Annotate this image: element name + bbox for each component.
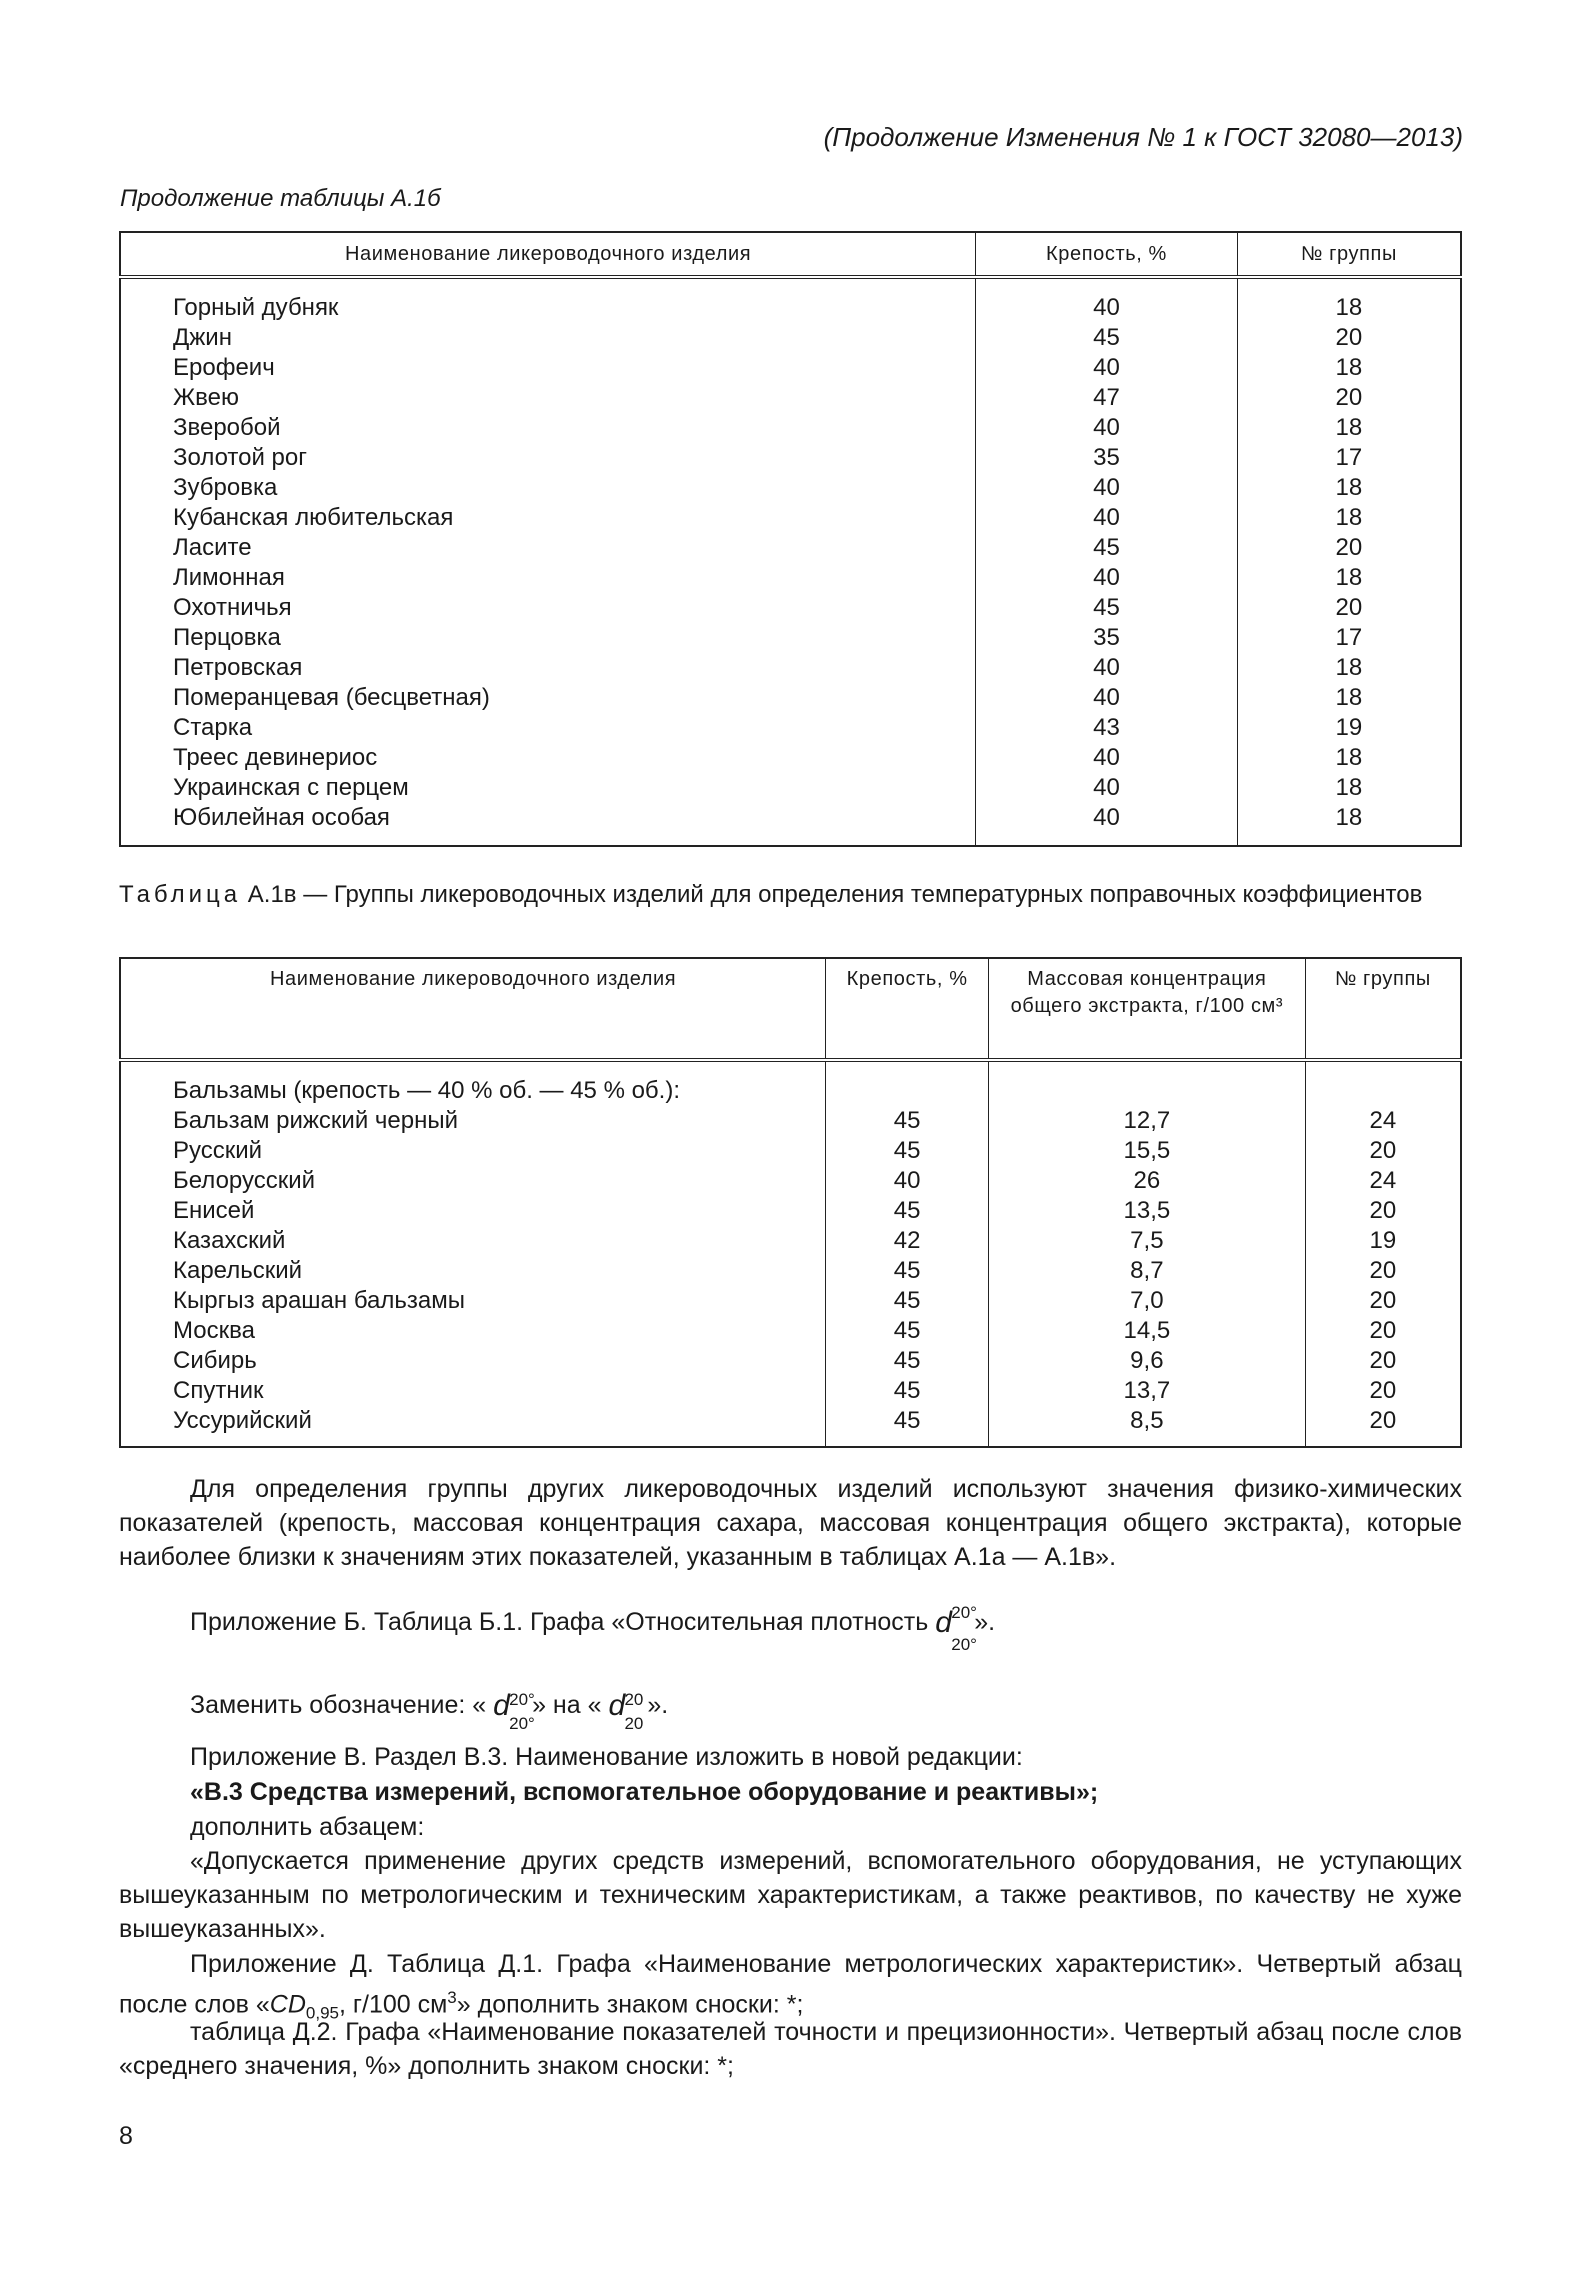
table-row: [120, 533, 1461, 563]
cell-value: 40: [976, 683, 1238, 713]
cell-name: Треес девинериос: [120, 743, 976, 773]
cell-name: Енисей: [120, 1196, 826, 1226]
table-row: [120, 803, 1461, 846]
column-header: Крепость, %: [826, 958, 989, 1060]
cell-name: Ерофеич: [120, 353, 976, 383]
column-header: Крепость, %: [976, 232, 1238, 277]
table-a1v: [119, 957, 1462, 1448]
cell-value: 18: [1335, 504, 1363, 531]
cell-value: 13,7: [989, 1376, 1306, 1406]
cell-name: Казахский: [120, 1226, 826, 1256]
old-symbol: d 20° 20°: [493, 1689, 535, 1734]
cell-name: Юбилейная особая: [120, 803, 976, 846]
cell-value: 18: [1335, 414, 1363, 441]
cell-value: 45: [976, 593, 1238, 623]
column-header: № группы: [1334, 968, 1431, 990]
cell-value: 45: [826, 1346, 989, 1376]
table-row: [120, 1136, 1461, 1166]
column-header: № группы: [1300, 243, 1397, 265]
column-header: Наименование ликероводочного изделия: [120, 958, 826, 1060]
table-body: [120, 1060, 1461, 1447]
cell-value: 45: [826, 1406, 989, 1447]
cell-name: Перцовка: [120, 623, 976, 653]
cell-value: 26: [989, 1166, 1306, 1196]
cell-value: 12,7: [989, 1106, 1306, 1136]
cell-value: 20: [1369, 1377, 1397, 1404]
cell-value: 45: [826, 1256, 989, 1286]
cell-name: Кыргыз арашан бальзамы: [120, 1286, 826, 1316]
table-header-row: [120, 958, 1461, 1060]
paragraph: Приложение В. Раздел В.3. Наименование изложить в новой редакции:: [190, 1743, 1023, 1771]
cell-name: Сибирь: [120, 1346, 826, 1376]
cell-name: Охотничья: [120, 593, 976, 623]
table-row: [120, 1106, 1461, 1136]
table-row: [120, 1196, 1461, 1226]
table-row: [120, 503, 1461, 533]
table-row: [120, 277, 1461, 323]
cell-value: 17: [1335, 624, 1363, 651]
paragraph: таблица Д.2. Графа «Наименование показателей точности и прецизионности». Четвертый абзац после слов «среднего значения, %» дополнить знаком сноски: *;: [119, 2018, 1462, 2080]
cell-value: 8,5: [989, 1406, 1306, 1447]
table2-caption: [119, 880, 1459, 910]
table-row: [120, 563, 1461, 593]
cell-name: Кубанская любительская: [120, 503, 976, 533]
cell-value: 35: [976, 623, 1238, 653]
table-row: [120, 1286, 1461, 1316]
table-row: [120, 683, 1461, 713]
new-symbol: d 20 20: [608, 1689, 644, 1734]
cell-value: 18: [1335, 774, 1363, 801]
column-header: Массовая концентрация общего экстракта, г/100 см³: [989, 958, 1306, 1060]
table1-caption: Продолжение таблицы А.1б: [120, 185, 441, 212]
cell-value: 20: [1335, 594, 1363, 621]
table-row: [120, 1226, 1461, 1256]
cell-value: 20: [1369, 1407, 1397, 1434]
cell-value: 18: [1335, 474, 1363, 501]
paragraph: Приложение Б. Таблица Б.1. Графа «Относительная плотность d 20° 20° ».: [190, 1603, 996, 1655]
cell-name: Горный дубняк: [120, 277, 976, 323]
table-row: [120, 653, 1461, 683]
paragraph: дополнить абзацем:: [190, 1813, 425, 1841]
cell-value: 45: [826, 1286, 989, 1316]
table-row: [120, 743, 1461, 773]
cell-name: Петровская: [120, 653, 976, 683]
cell-value: 40: [976, 803, 1238, 846]
cell-value: 40: [976, 773, 1238, 803]
table-row: [120, 773, 1461, 803]
table-row: [120, 443, 1461, 473]
cell-name: Спутник: [120, 1376, 826, 1406]
table-row: [120, 1346, 1461, 1376]
cell-value: 13,5: [989, 1196, 1306, 1226]
cell-name: Карельский: [120, 1256, 826, 1286]
cell-name: Золотой рог: [120, 443, 976, 473]
cell-value: 40: [976, 473, 1238, 503]
table-row: [120, 593, 1461, 623]
cell-value: 19: [1369, 1227, 1397, 1254]
table-body: [120, 277, 1461, 846]
cell-value: 45: [826, 1316, 989, 1346]
cell-value: 15,5: [989, 1136, 1306, 1166]
table-row: [120, 1166, 1461, 1196]
cell-value: 18: [1335, 564, 1363, 591]
cell-name: Зверобой: [120, 413, 976, 443]
cell-value: 19: [1335, 714, 1363, 741]
cell-value: 45: [976, 533, 1238, 563]
cell-name: Уссурийский: [120, 1406, 826, 1447]
table-a1b: [119, 231, 1462, 847]
table-row: [120, 413, 1461, 443]
cell-value: 40: [976, 653, 1238, 683]
table-title: А.1в — Группы ликероводочных изделий для определения температурных поправочных коэффициентов: [247, 881, 1423, 908]
cell-name: Зубровка: [120, 473, 976, 503]
table-row: [120, 1060, 1461, 1106]
table-row: [120, 1256, 1461, 1286]
cell-name: Жвею: [120, 383, 976, 413]
cell-name: Москва: [120, 1316, 826, 1346]
cell-value: 7,5: [989, 1226, 1306, 1256]
paragraph: Для определения группы других ликероводочных изделий используют значения физико-химических показателей (крепость, массовая концентрация сахара, массовая концентрация общего экстракта), которые наиболее близки к значениям этих показателей, указанным в таблицах А.1а — А.1в».: [119, 1475, 1462, 1571]
cell-value: 45: [826, 1136, 989, 1166]
cell-value: 20: [1369, 1137, 1397, 1164]
table-row: [120, 473, 1461, 503]
cell-value: 45: [826, 1196, 989, 1226]
cell-value: 40: [976, 277, 1238, 323]
cell-value: 24: [1369, 1167, 1397, 1194]
cell-name: Белорусский: [120, 1166, 826, 1196]
page-number: 8: [119, 2122, 133, 2150]
cell-value: 8,7: [989, 1256, 1306, 1286]
section-title: «В.3 Средства измерений, вспомогательное оборудование и реактивы»;: [190, 1778, 1099, 1806]
cell-value: 18: [1335, 804, 1363, 831]
cell-value: 9,6: [989, 1346, 1306, 1376]
cell-value: 24: [1369, 1107, 1397, 1134]
cell-value: 40: [976, 353, 1238, 383]
cell-value: 18: [1335, 654, 1363, 681]
cell-value: 43: [976, 713, 1238, 743]
cell-name: Украинская с перцем: [120, 773, 976, 803]
cell-name: Ласите: [120, 533, 976, 563]
group-title: Бальзамы (крепость — 40 % об. — 45 % об.):: [120, 1060, 826, 1106]
cell-value: 20: [1369, 1347, 1397, 1374]
table-row: [120, 1316, 1461, 1346]
cell-value: 35: [976, 443, 1238, 473]
cell-value: 14,5: [989, 1316, 1306, 1346]
table-row: [120, 623, 1461, 653]
cell-value: 18: [1335, 354, 1363, 381]
table-row: [120, 323, 1461, 353]
cell-name: Джин: [120, 323, 976, 353]
cell-value: 40: [976, 563, 1238, 593]
cell-value: 45: [826, 1376, 989, 1406]
table-label: Таблица: [119, 881, 242, 908]
cell-value: 45: [976, 323, 1238, 353]
table-header-row: [120, 232, 1461, 277]
table-row: [120, 1376, 1461, 1406]
paragraph: Приложение Д. Таблица Д.1. Графа «Наименование метрологических характеристик». Четвертый абзац после слов «$CD_{0,95}$, г/100 $см^3$» дополнить знаком сноски: *;: [119, 1950, 1462, 2023]
cell-value: 40: [976, 503, 1238, 533]
cell-value: 7,0: [989, 1286, 1306, 1316]
paragraph: Заменить обозначение: « d 20° 20° » на « d 20 20 ».: [190, 1689, 669, 1734]
cell-name: Померанцевая (бесцветная): [120, 683, 976, 713]
cell-value: 18: [1335, 744, 1363, 771]
column-header: Наименование ликероводочного изделия: [120, 232, 976, 277]
table-row: [120, 713, 1461, 743]
cell-value: 40: [976, 413, 1238, 443]
cell-name: Русский: [120, 1136, 826, 1166]
cell-value: 18: [1335, 294, 1363, 321]
cell-value: 20: [1335, 384, 1363, 411]
cell-value: 17: [1335, 444, 1363, 471]
table-row: [120, 1406, 1461, 1447]
cell-name: Старка: [120, 713, 976, 743]
cell-value: 40: [826, 1166, 989, 1196]
cell-value: 20: [1335, 534, 1363, 561]
table-row: [120, 353, 1461, 383]
cell-value: 20: [1369, 1317, 1397, 1344]
paragraph: «Допускается применение других средств измерений, вспомогательного оборудования, не уступающих вышеуказанным по метрологическим и техническим характеристикам, а также реактивов, по качеству не хуже вышеуказанных».: [119, 1847, 1462, 1943]
cell-value: 45: [826, 1106, 989, 1136]
cell-value: 20: [1335, 324, 1363, 351]
running-header: (Продолжение Изменения № 1 к ГОСТ 32080—2013): [823, 122, 1463, 152]
cell-value: 20: [1369, 1257, 1397, 1284]
cell-value: 20: [1369, 1197, 1397, 1224]
cell-value: 42: [826, 1226, 989, 1256]
cell-name: Бальзам рижский черный: [120, 1106, 826, 1136]
table-row: [120, 383, 1461, 413]
cell-value: 20: [1369, 1287, 1397, 1314]
cell-value: 18: [1335, 684, 1363, 711]
cell-name: Лимонная: [120, 563, 976, 593]
cell-value: 47: [976, 383, 1238, 413]
relative-density-symbol: d 20° 20°: [935, 1603, 977, 1655]
cell-value: 40: [976, 743, 1238, 773]
